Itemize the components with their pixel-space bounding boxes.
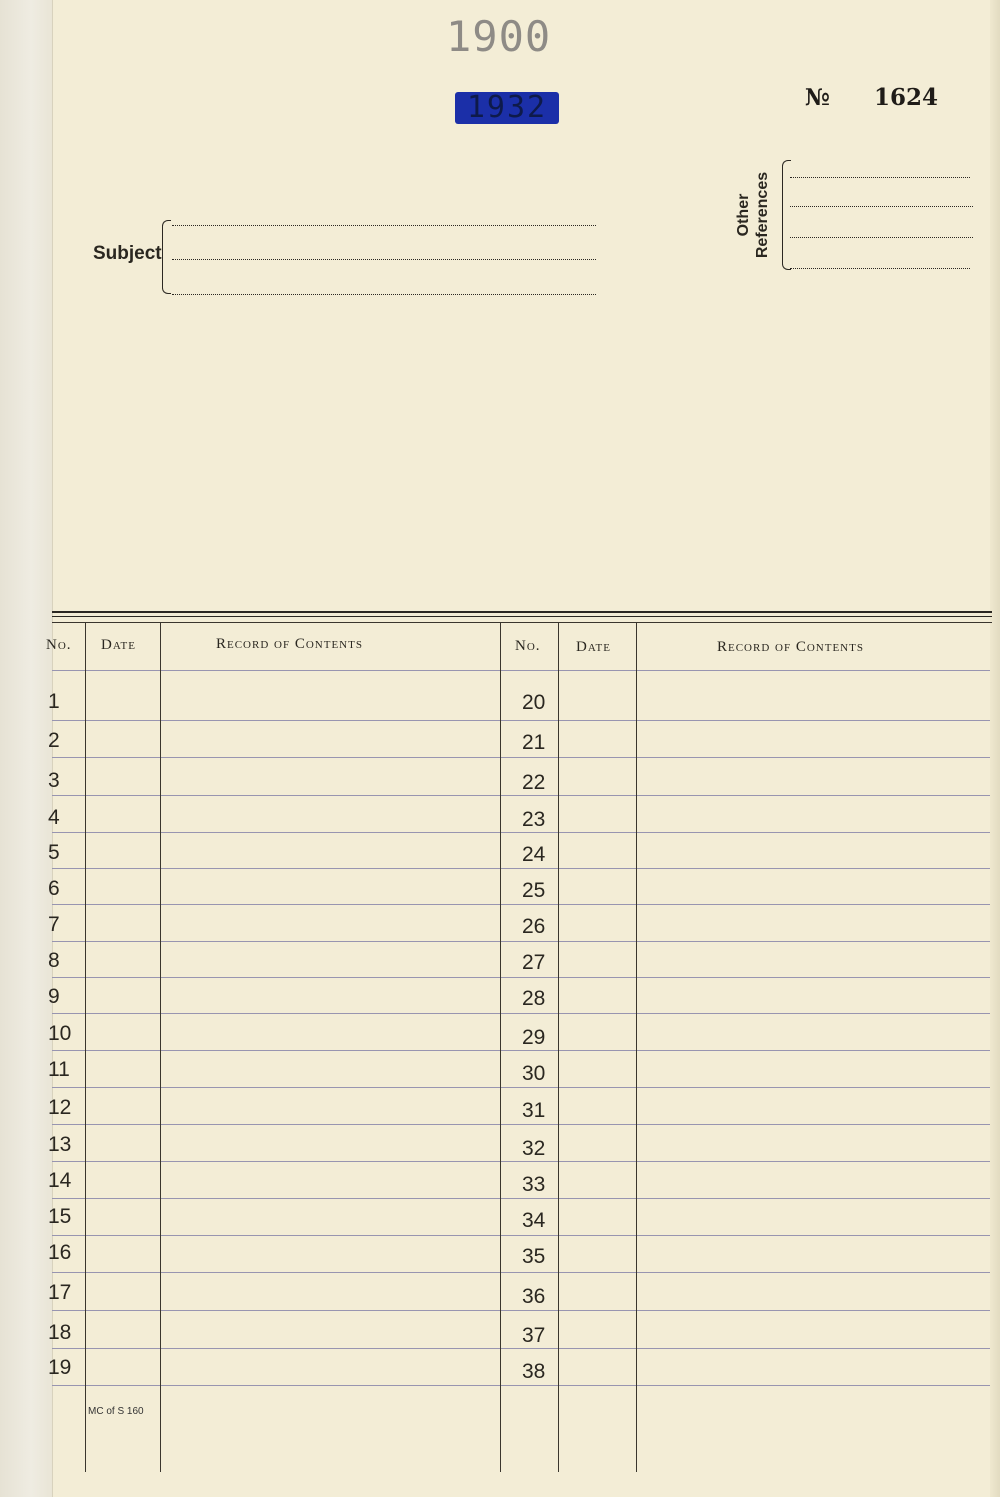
page-edge bbox=[990, 0, 1000, 1497]
row-number: 15 bbox=[48, 1205, 72, 1228]
row-rule bbox=[52, 868, 990, 869]
row-number: 1 bbox=[48, 690, 60, 713]
row-rule bbox=[52, 1124, 990, 1125]
row-number: 20 bbox=[522, 691, 546, 714]
col-rule-2 bbox=[160, 622, 161, 1472]
row-number: 19 bbox=[48, 1356, 72, 1379]
row-rule bbox=[52, 670, 990, 671]
row-number: 7 bbox=[48, 913, 60, 936]
row-rule bbox=[52, 1198, 990, 1199]
row-number: 29 bbox=[522, 1026, 546, 1049]
row-number: 14 bbox=[48, 1169, 72, 1192]
header-no-right: No. bbox=[515, 638, 541, 654]
row-number: 31 bbox=[522, 1099, 546, 1122]
row-rule bbox=[52, 757, 990, 758]
row-number: 5 bbox=[48, 841, 60, 864]
row-number: 3 bbox=[48, 769, 60, 792]
header-contents-left: Record of Contents bbox=[216, 636, 363, 652]
col-rule-5 bbox=[636, 622, 637, 1472]
row-number: 6 bbox=[48, 877, 60, 900]
binding-strip bbox=[0, 0, 53, 1497]
reference-line-4 bbox=[790, 268, 970, 269]
other-references-label: Other References bbox=[735, 171, 771, 259]
subject-label: Subject bbox=[93, 243, 162, 264]
row-rule bbox=[52, 1050, 990, 1051]
row-number: 33 bbox=[522, 1173, 546, 1196]
row-rule bbox=[52, 1235, 990, 1236]
reference-line-1 bbox=[790, 177, 970, 178]
row-rule bbox=[52, 720, 990, 721]
row-rule bbox=[52, 832, 990, 833]
row-rule bbox=[52, 1013, 990, 1014]
row-rule bbox=[52, 1161, 990, 1162]
row-number: 18 bbox=[48, 1321, 72, 1344]
table-top-rule-3 bbox=[52, 622, 992, 623]
row-number: 2 bbox=[48, 729, 60, 752]
row-number: 16 bbox=[48, 1241, 72, 1264]
row-rule bbox=[52, 795, 990, 796]
row-number: 28 bbox=[522, 987, 546, 1010]
row-number: 8 bbox=[48, 949, 60, 972]
reference-line-2 bbox=[790, 206, 973, 207]
row-number: 22 bbox=[522, 771, 546, 794]
row-rule bbox=[52, 1310, 990, 1311]
row-number: 25 bbox=[522, 879, 546, 902]
row-number: 21 bbox=[522, 731, 546, 754]
header-contents-right: Record of Contents bbox=[717, 639, 864, 655]
subject-line-2 bbox=[172, 259, 596, 260]
row-rule bbox=[52, 1087, 990, 1088]
row-number: 27 bbox=[522, 951, 546, 974]
table-top-rule bbox=[52, 611, 992, 613]
form-code: MC of S 160 bbox=[88, 1406, 144, 1417]
col-rule-4 bbox=[558, 622, 559, 1472]
row-number: 13 bbox=[48, 1133, 72, 1156]
row-number: 24 bbox=[522, 843, 546, 866]
header-date-right: Date bbox=[576, 639, 611, 655]
row-number: 9 bbox=[48, 985, 60, 1008]
reference-line-3 bbox=[790, 237, 973, 238]
row-number: 36 bbox=[522, 1285, 546, 1308]
row-number: 26 bbox=[522, 915, 546, 938]
row-number: 17 bbox=[48, 1281, 72, 1304]
old-year-stamp: 1932 bbox=[455, 92, 559, 124]
row-number: 30 bbox=[522, 1062, 546, 1085]
row-rule bbox=[52, 941, 990, 942]
row-number: 34 bbox=[522, 1209, 546, 1232]
row-number: 12 bbox=[48, 1096, 72, 1119]
subject-line-1 bbox=[172, 225, 596, 226]
file-number-value: 1624 bbox=[874, 84, 939, 111]
header-no-left: No. bbox=[46, 637, 72, 653]
row-rule bbox=[52, 904, 990, 905]
col-rule-3 bbox=[500, 622, 501, 1472]
row-rule bbox=[52, 1385, 990, 1386]
header-date-left: Date bbox=[101, 637, 136, 653]
row-number: 32 bbox=[522, 1137, 546, 1160]
row-number: 23 bbox=[522, 808, 546, 831]
table-top-rule-2 bbox=[52, 616, 992, 617]
subject-line-3 bbox=[172, 294, 596, 295]
row-number: 37 bbox=[522, 1324, 546, 1347]
row-number: 10 bbox=[48, 1022, 72, 1045]
row-number: 35 bbox=[522, 1245, 546, 1268]
file-number-label: № bbox=[805, 84, 830, 111]
file-number bbox=[805, 84, 938, 111]
col-rule-1 bbox=[85, 622, 86, 1472]
year-stamp: 1900 bbox=[446, 12, 552, 61]
subject-brace bbox=[162, 220, 171, 294]
row-rule bbox=[52, 1348, 990, 1349]
row-number: 4 bbox=[48, 806, 60, 829]
row-rule bbox=[52, 977, 990, 978]
row-rule bbox=[52, 1272, 990, 1273]
row-number: 11 bbox=[48, 1058, 70, 1081]
row-number: 38 bbox=[522, 1360, 546, 1383]
